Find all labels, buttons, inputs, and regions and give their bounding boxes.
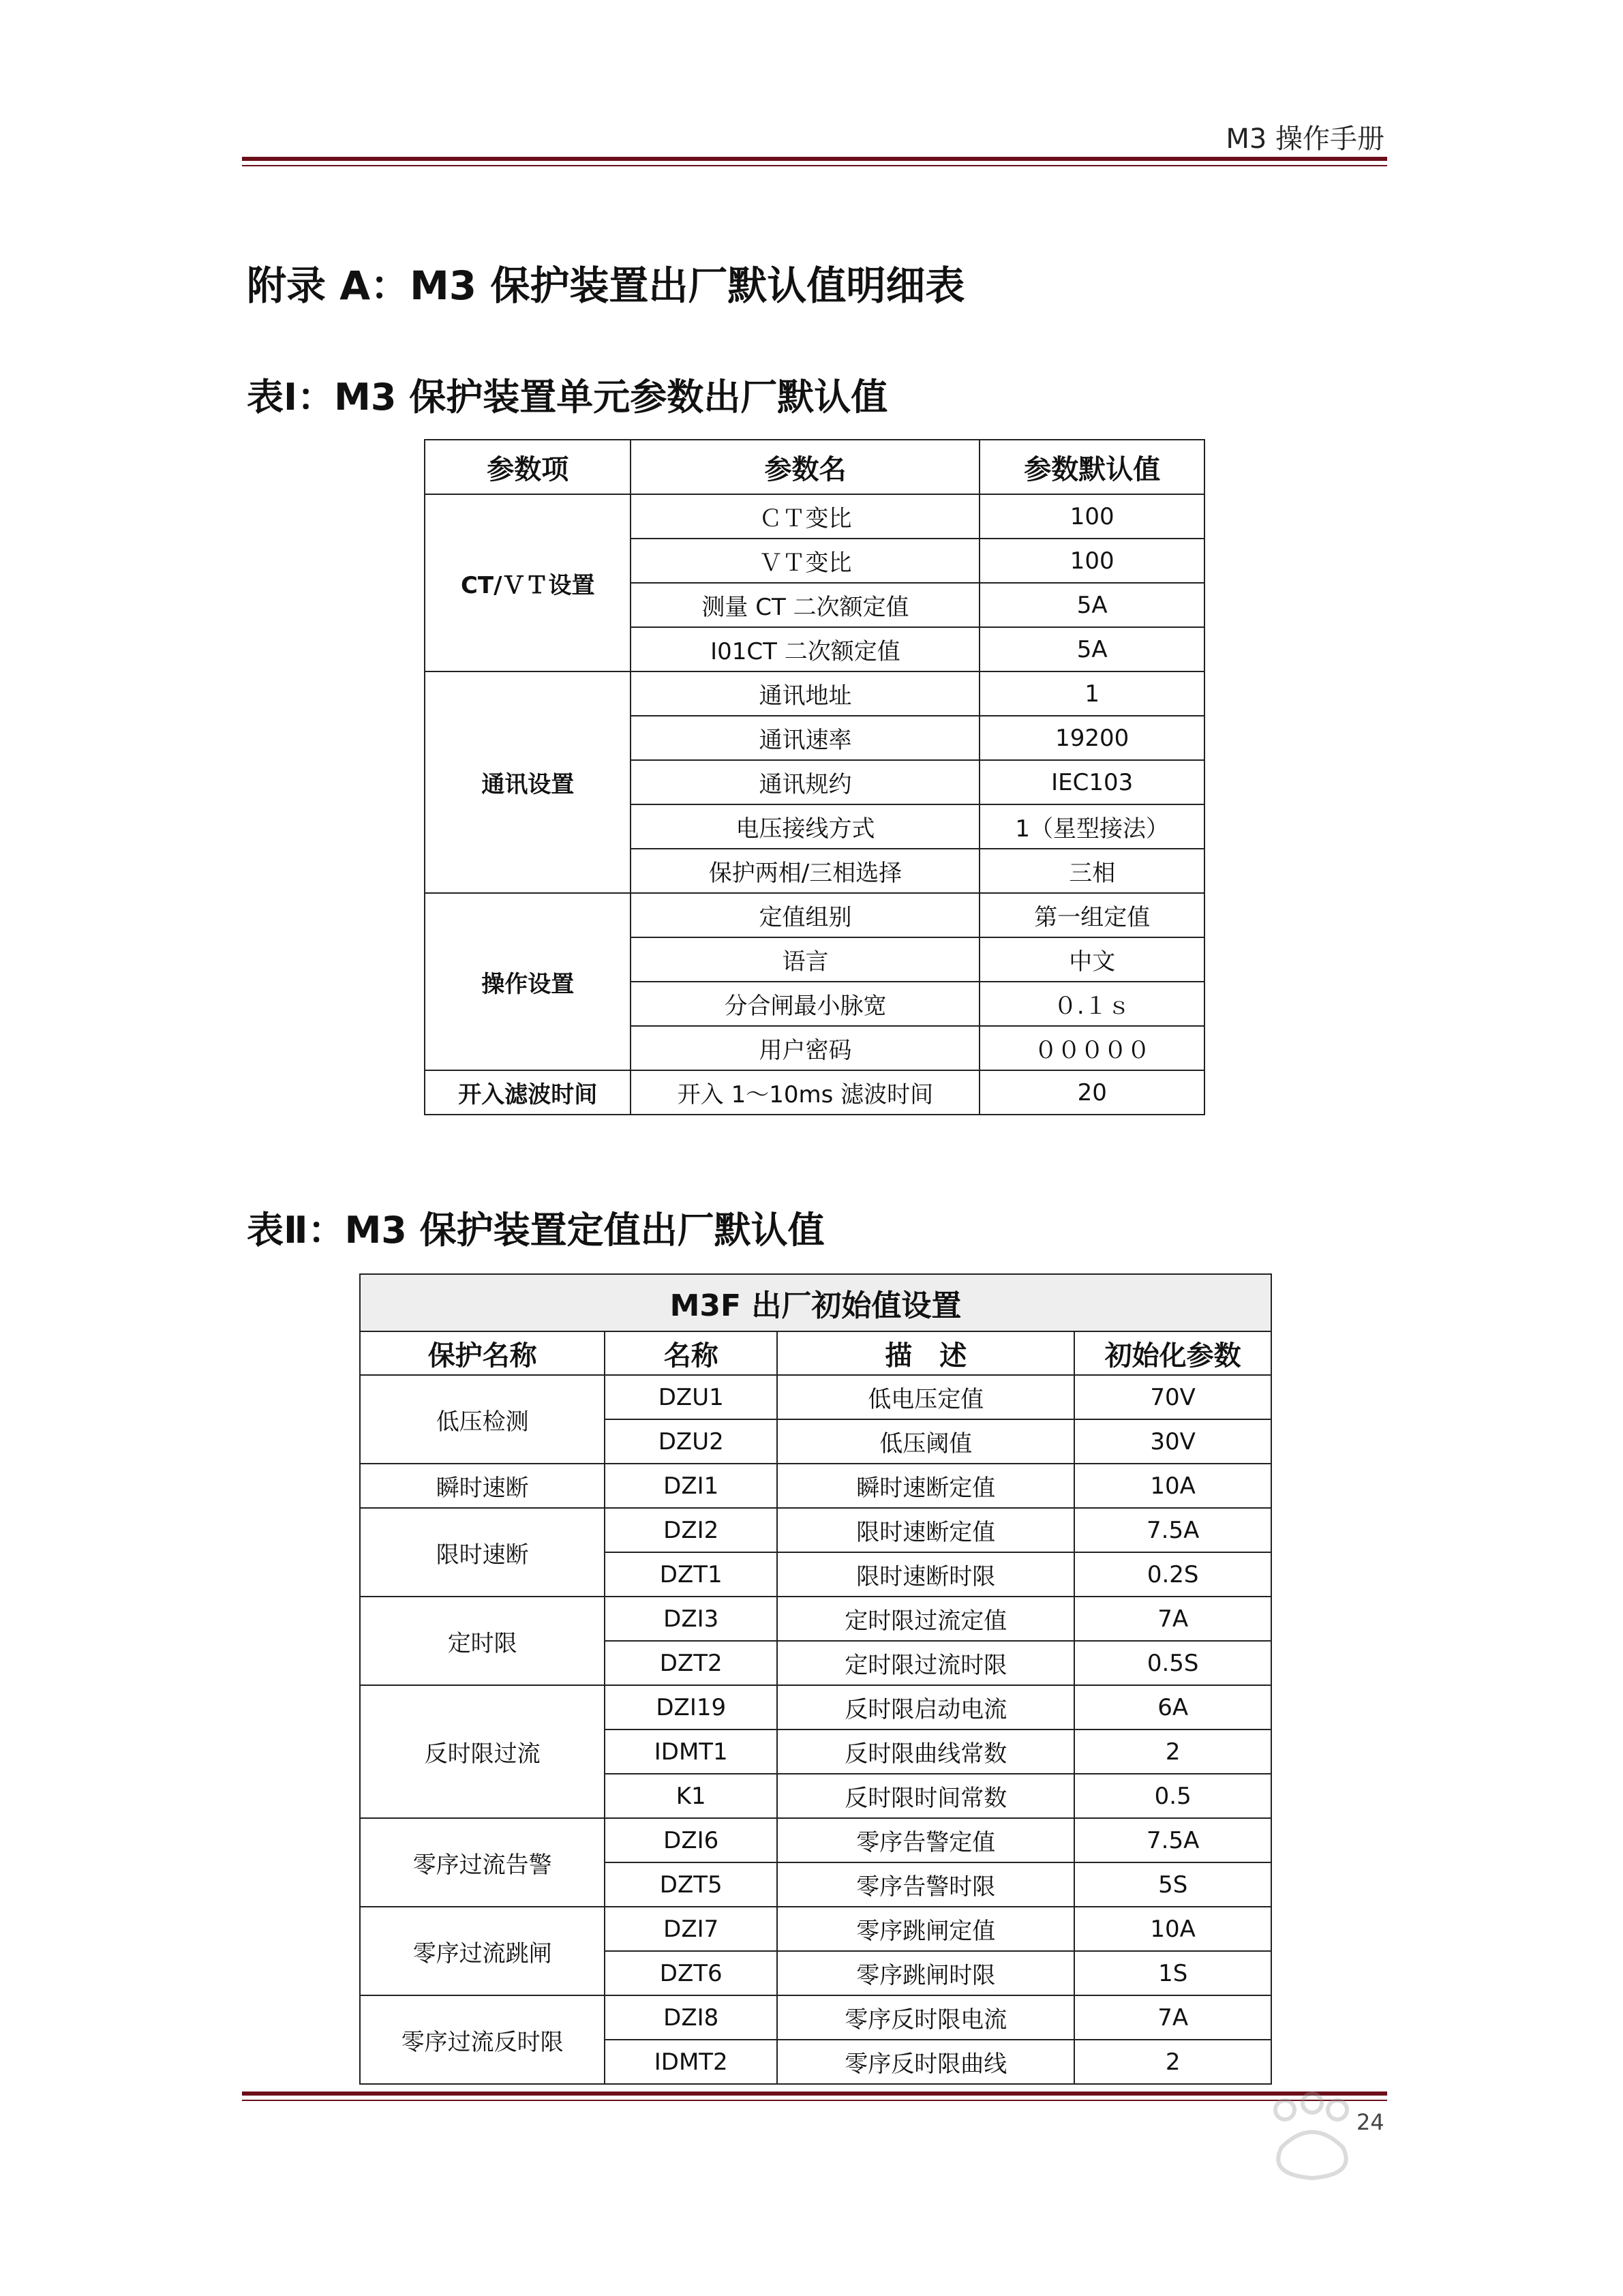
protection-name-cell: 反时限过流	[360, 1685, 605, 1818]
setting-code-cell: DZI3	[605, 1597, 777, 1641]
setting-code-cell: DZT2	[605, 1641, 777, 1685]
header-rule-thin	[242, 165, 1387, 166]
setting-description-cell: 瞬时速断定值	[777, 1464, 1074, 1508]
table2-header-cell: 名称	[605, 1331, 777, 1375]
parameter-default-cell: 100	[980, 539, 1204, 583]
protection-name-cell: 零序过流反时限	[360, 1995, 605, 2084]
parameter-default-cell: 19200	[980, 716, 1204, 760]
setting-description-cell: 零序告警时限	[777, 1862, 1074, 1907]
setting-description-cell: 零序反时限曲线	[777, 2040, 1074, 2084]
baidu-watermark-logo	[1159, 2086, 1568, 2266]
setting-defaults-table	[359, 1273, 1272, 2085]
setting-description-cell: 零序跳闸时限	[777, 1951, 1074, 1995]
setting-value-cell: 7A	[1074, 1597, 1271, 1641]
parameter-default-cell: ０００００	[980, 1026, 1204, 1070]
parameter-default-cell: 20	[980, 1070, 1204, 1115]
setting-description-cell: 低压阈值	[777, 1419, 1074, 1464]
table2-header-cell: 描 述	[777, 1331, 1074, 1375]
parameter-default-cell: 第一组定值	[980, 893, 1204, 937]
parameter-name-cell: 电压接线方式	[631, 804, 980, 849]
table-row	[360, 1375, 1271, 1419]
parameter-default-cell: 三相	[980, 849, 1204, 893]
table-row	[425, 671, 1204, 716]
parameter-name-cell: 分合闸最小脉宽	[631, 982, 980, 1026]
parameter-name-cell: 保护两相/三相选择	[631, 849, 980, 893]
setting-code-cell: DZI6	[605, 1818, 777, 1862]
parameter-group-cell: 操作设置	[425, 893, 631, 1070]
table2-header-cell: 保护名称	[360, 1331, 605, 1375]
setting-value-cell: 0.5S	[1074, 1641, 1271, 1685]
parameter-name-cell: 开入 1～10ms 滤波时间	[631, 1070, 980, 1115]
table-row	[360, 1597, 1271, 1641]
setting-value-cell: 1S	[1074, 1951, 1271, 1995]
protection-name-cell: 限时速断	[360, 1508, 605, 1597]
table2-header-row	[360, 1331, 1271, 1375]
setting-description-cell: 限时速断时限	[777, 1552, 1074, 1597]
parameter-default-cell: IEC103	[980, 760, 1204, 804]
parameter-default-cell: 中文	[980, 937, 1204, 982]
parameter-default-cell: 5A	[980, 627, 1204, 671]
setting-description-cell: 反时限时间常数	[777, 1774, 1074, 1818]
protection-name-cell: 定时限	[360, 1597, 605, 1685]
table-row	[360, 1818, 1271, 1862]
setting-value-cell: 70V	[1074, 1375, 1271, 1419]
parameter-group-cell: 开入滤波时间	[425, 1070, 631, 1115]
setting-description-cell: 反时限启动电流	[777, 1685, 1074, 1729]
table2-caption: M3F 出厂初始值设置	[360, 1274, 1271, 1331]
table-row	[360, 1907, 1271, 1951]
parameter-name-cell: 测量 CT 二次额定值	[631, 583, 980, 627]
setting-value-cell: 7A	[1074, 1995, 1271, 2040]
parameter-default-cell: 5A	[980, 583, 1204, 627]
parameter-default-cell: 1	[980, 671, 1204, 716]
page-number: 24	[1356, 2109, 1384, 2135]
setting-description-cell: 反时限曲线常数	[777, 1729, 1074, 1774]
parameter-name-cell: 通讯速率	[631, 716, 980, 760]
parameter-default-cell: ０.１ｓ	[980, 982, 1204, 1026]
table-row	[360, 1685, 1271, 1729]
setting-value-cell: 0.5	[1074, 1774, 1271, 1818]
setting-description-cell: 低电压定值	[777, 1375, 1074, 1419]
table-row	[425, 893, 1204, 937]
setting-value-cell: 7.5A	[1074, 1508, 1271, 1552]
table1-header-cell: 参数项	[425, 440, 631, 494]
setting-code-cell: DZU2	[605, 1419, 777, 1464]
table2-header-cell: 初始化参数	[1074, 1331, 1271, 1375]
parameter-name-cell: ＣＴ变比	[631, 494, 980, 539]
parameter-default-cell: 100	[980, 494, 1204, 539]
parameter-name-cell: I01CT 二次额定值	[631, 627, 980, 671]
setting-code-cell: IDMT1	[605, 1729, 777, 1774]
setting-code-cell: DZT5	[605, 1862, 777, 1907]
parameter-name-cell: 语言	[631, 937, 980, 982]
setting-value-cell: 10A	[1074, 1464, 1271, 1508]
parameter-name-cell: 通讯地址	[631, 671, 980, 716]
setting-value-cell: 5S	[1074, 1862, 1271, 1907]
parameter-name-cell: 用户密码	[631, 1026, 980, 1070]
table1-header-cell: 参数默认值	[980, 440, 1204, 494]
setting-code-cell: DZI7	[605, 1907, 777, 1951]
table1-title: 表Ⅰ：M3 保护装置单元参数出厂默认值	[247, 376, 888, 419]
setting-value-cell: 10A	[1074, 1907, 1271, 1951]
table-row	[360, 1464, 1271, 1508]
appendix-heading: 附录 A：M3 保护装置出厂默认值明细表	[247, 262, 965, 309]
setting-description-cell: 零序跳闸定值	[777, 1907, 1074, 1951]
parameter-name-cell: ＶＴ变比	[631, 539, 980, 583]
parameter-name-cell: 通讯规约	[631, 760, 980, 804]
setting-code-cell: DZT1	[605, 1552, 777, 1597]
setting-description-cell: 定时限过流时限	[777, 1641, 1074, 1685]
table1-header-row	[425, 440, 1204, 494]
table-row	[425, 1070, 1204, 1115]
table1-header-cell: 参数名	[631, 440, 980, 494]
setting-code-cell: DZI2	[605, 1508, 777, 1552]
table-row	[425, 494, 1204, 539]
setting-description-cell: 零序告警定值	[777, 1818, 1074, 1862]
setting-value-cell: 7.5A	[1074, 1818, 1271, 1862]
setting-value-cell: 2	[1074, 1729, 1271, 1774]
unit-parameters-table	[424, 439, 1205, 1115]
table-row	[360, 1995, 1271, 2040]
setting-code-cell: DZI1	[605, 1464, 777, 1508]
setting-value-cell: 6A	[1074, 1685, 1271, 1729]
protection-name-cell: 低压检测	[360, 1375, 605, 1464]
setting-description-cell: 限时速断定值	[777, 1508, 1074, 1552]
setting-description-cell: 零序反时限电流	[777, 1995, 1074, 2040]
setting-code-cell: DZI19	[605, 1685, 777, 1729]
protection-name-cell: 瞬时速断	[360, 1464, 605, 1508]
setting-description-cell: 定时限过流定值	[777, 1597, 1074, 1641]
setting-code-cell: K1	[605, 1774, 777, 1818]
parameter-name-cell: 定值组别	[631, 893, 980, 937]
table-row	[360, 1508, 1271, 1552]
header-title: M3 操作手册	[1226, 123, 1384, 155]
parameter-group-cell: 通讯设置	[425, 671, 631, 893]
setting-code-cell: DZT6	[605, 1951, 777, 1995]
setting-code-cell: IDMT2	[605, 2040, 777, 2084]
setting-code-cell: DZU1	[605, 1375, 777, 1419]
setting-value-cell: 30V	[1074, 1419, 1271, 1464]
header-rule-thick	[242, 157, 1387, 161]
table2-title: 表Ⅱ：M3 保护装置定值出厂默认值	[247, 1209, 825, 1252]
protection-name-cell: 零序过流跳闸	[360, 1907, 605, 1995]
parameter-default-cell: 1（星型接法）	[980, 804, 1204, 849]
setting-code-cell: DZI8	[605, 1995, 777, 2040]
setting-value-cell: 0.2S	[1074, 1552, 1271, 1597]
parameter-group-cell: CT/ＶＴ设置	[425, 494, 631, 671]
protection-name-cell: 零序过流告警	[360, 1818, 605, 1907]
setting-value-cell: 2	[1074, 2040, 1271, 2084]
